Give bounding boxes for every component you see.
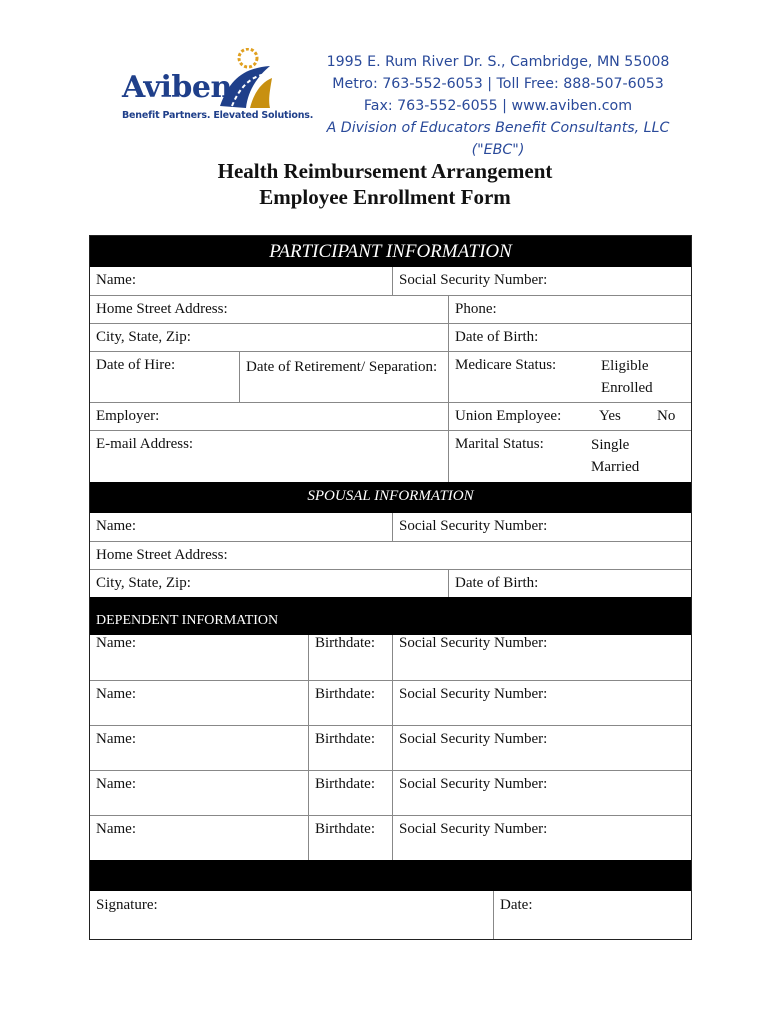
participant-medicare-field[interactable] xyxy=(448,352,691,402)
dependent-birthdate-field[interactable]: Birthdate: xyxy=(308,771,392,815)
participant-dob-field[interactable]: Date of Birth: xyxy=(448,324,691,351)
spouse-name-field[interactable]: Name: xyxy=(96,518,136,534)
participant-union-field[interactable] xyxy=(448,403,691,430)
spouse-dob-field[interactable]: Date of Birth: xyxy=(448,570,691,597)
participant-retirement-field[interactable]: Date of Retirement/ Separation: xyxy=(239,352,448,402)
fax-line: Fax: 763-552-6055 | www.aviben.com xyxy=(363,98,633,114)
contact-block xyxy=(298,51,698,161)
spouse-heading: SPOUSAL INFORMATION xyxy=(90,482,691,513)
dependent-row xyxy=(90,680,691,725)
spouse-city-field[interactable]: City, State, Zip: xyxy=(96,575,191,591)
participant-name-field[interactable]: Name: xyxy=(96,272,136,288)
enrollment-form xyxy=(89,235,692,940)
spouse-row-address xyxy=(90,541,691,569)
logo-tagline: Benefit Partners. Elevated Solutions. xyxy=(122,110,314,121)
spouse-ssn-field[interactable]: Social Security Number: xyxy=(392,513,691,541)
dependent-row xyxy=(90,770,691,815)
dependent-ssn-field[interactable]: Social Security Number: xyxy=(392,726,691,770)
signature-bar xyxy=(90,860,691,891)
participant-row-name xyxy=(90,267,691,295)
logo-wordmark: Aviben xyxy=(122,70,232,105)
union-no-option[interactable]: No xyxy=(657,408,676,424)
title-line-2: Employee Enrollment Form xyxy=(259,185,511,209)
dependent-heading: DEPENDENT INFORMATION xyxy=(90,597,691,635)
participant-row-address xyxy=(90,295,691,323)
dependent-ssn-field[interactable]: Social Security Number: xyxy=(392,771,691,815)
dependent-ssn-field[interactable]: Social Security Number: xyxy=(392,816,691,860)
dependent-birthdate-field[interactable]: Birthdate: xyxy=(308,681,392,725)
signature-field[interactable]: Signature: xyxy=(96,897,158,913)
marital-label: Marital Status: xyxy=(455,436,544,452)
dependent-name-field[interactable]: Name: xyxy=(96,776,136,792)
spouse-street-field[interactable]: Home Street Address: xyxy=(96,547,228,563)
participant-heading: PARTICIPANT INFORMATION xyxy=(90,236,691,267)
participant-email-field[interactable]: E-mail Address: xyxy=(96,436,194,452)
participant-street-field[interactable]: Home Street Address: xyxy=(96,301,228,317)
participant-row-city xyxy=(90,323,691,351)
dependent-row xyxy=(90,635,691,680)
aviben-logo xyxy=(120,48,314,128)
dependent-name-field[interactable]: Name: xyxy=(96,686,136,702)
medicare-label: Medicare Status: xyxy=(455,357,557,373)
dependent-name-field[interactable]: Name: xyxy=(96,821,136,837)
participant-phone-field[interactable]: Phone: xyxy=(448,296,691,323)
spouse-row-city xyxy=(90,569,691,597)
title-line-1: Health Reimbursement Arrangement xyxy=(217,159,553,183)
dependent-ssn-field[interactable]: Social Security Number: xyxy=(392,635,691,680)
marital-single-option[interactable]: Single xyxy=(591,437,630,453)
address-line: 1995 E. Rum River Dr. S., Cambridge, MN 55008 xyxy=(326,54,670,70)
dependent-ssn-field[interactable]: Social Security Number: xyxy=(392,681,691,725)
division-line: A Division of Educators Benefit Consultants, LLC ("EBC") xyxy=(326,120,670,158)
spouse-row-name xyxy=(90,513,691,541)
marital-married-option[interactable]: Married xyxy=(591,459,640,475)
participant-row-employer xyxy=(90,402,691,430)
dependent-row xyxy=(90,815,691,860)
participant-ssn-field[interactable]: Social Security Number: xyxy=(392,267,691,295)
dependent-row xyxy=(90,725,691,770)
dependent-name-field[interactable]: Name: xyxy=(96,635,136,651)
dependent-birthdate-field[interactable]: Birthdate: xyxy=(308,816,392,860)
medicare-options xyxy=(601,355,653,402)
signature-date-field[interactable]: Date: xyxy=(493,891,691,939)
dependent-birthdate-field[interactable]: Birthdate: xyxy=(308,726,392,770)
form-title xyxy=(0,158,770,210)
participant-city-field[interactable]: City, State, Zip: xyxy=(96,329,191,345)
signature-row xyxy=(90,891,691,939)
dependent-birthdate-field[interactable]: Birthdate: xyxy=(308,635,392,680)
participant-row-dates xyxy=(90,351,691,402)
participant-marital-field[interactable] xyxy=(448,431,691,482)
phone-line: Metro: 763-552-6053 | Toll Free: 888-507-6053 xyxy=(332,76,664,92)
medicare-eligible-option[interactable]: Eligible xyxy=(601,358,649,374)
participant-row-email xyxy=(90,430,691,482)
union-yes-option[interactable]: Yes xyxy=(599,408,621,424)
medicare-enrolled-option[interactable]: Enrolled xyxy=(601,380,653,396)
union-label: Union Employee: xyxy=(455,408,562,424)
dependent-name-field[interactable]: Name: xyxy=(96,731,136,747)
participant-hire-field[interactable]: Date of Hire: xyxy=(96,357,176,373)
marital-options xyxy=(591,434,639,482)
participant-employer-field[interactable]: Employer: xyxy=(96,408,160,424)
